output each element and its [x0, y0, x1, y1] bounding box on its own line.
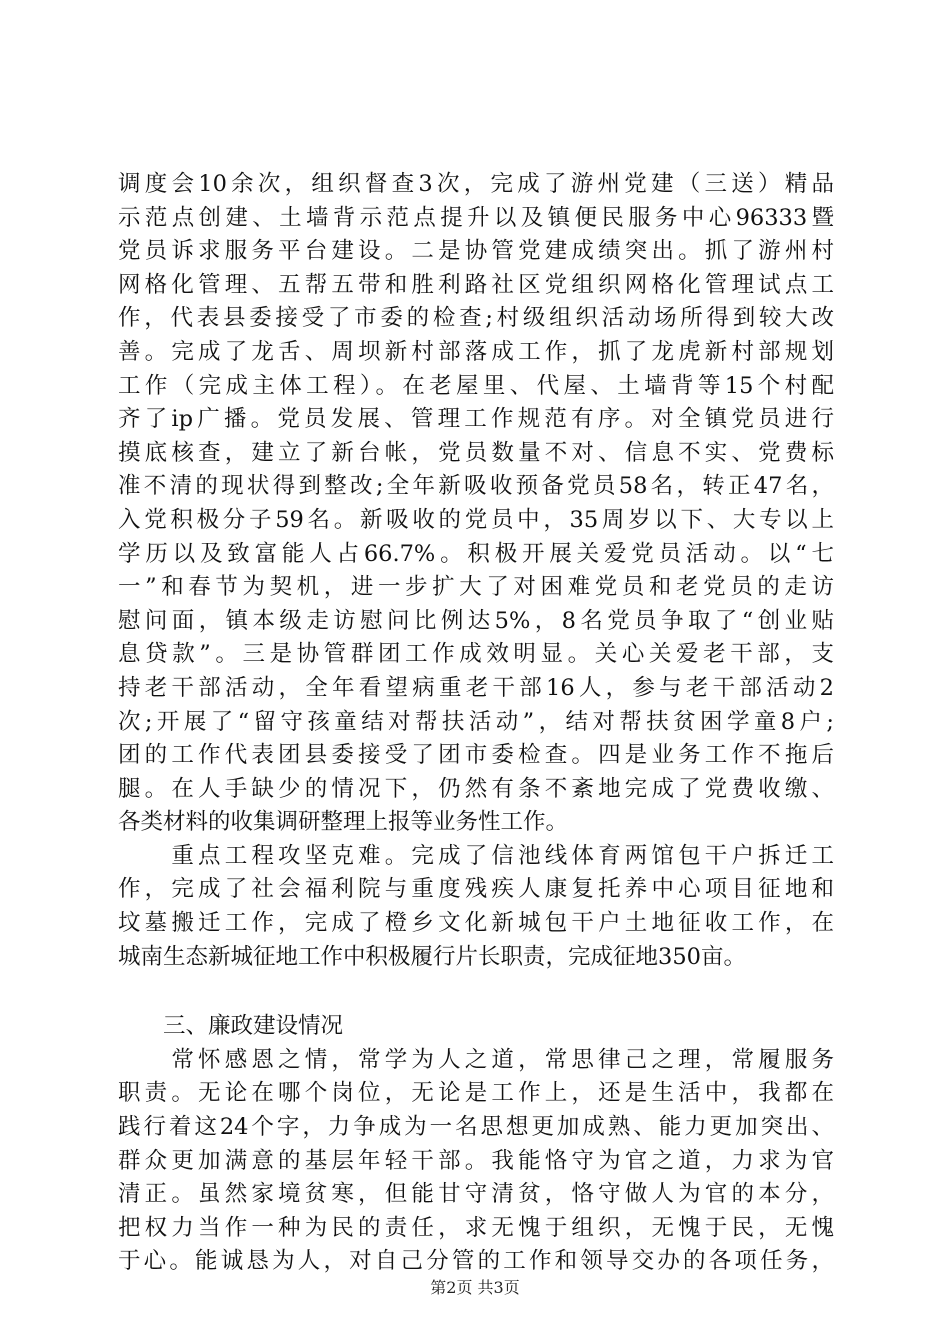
text-line: 于心。能诚恳为人，对自己分管的工作和领导交办的各项任务， — [118, 1248, 834, 1275]
text-line: 职责。无论在哪个岗位，无论是工作上，还是生活中，我都在 — [118, 1080, 834, 1107]
text-line: 次;开展了“留守孩童结对帮扶活动”，结对帮扶贫困学童8户; — [118, 708, 834, 735]
text-line: 准不清的现状得到整改;全年新吸收预备党员58名，转正47名， — [118, 473, 834, 500]
section-heading: 三、廉政建设情况 — [118, 1013, 344, 1040]
page-footer: 第2页 共3页 — [430, 1278, 520, 1297]
text-line: 摸底核查，建立了新台帐，党员数量不对、信息不实、党费标 — [118, 439, 834, 466]
text-line: 入党积极分子59名。新吸收的党员中，35周岁以下、大专以上 — [118, 506, 834, 533]
text-line: 党员诉求服务平台建设。二是协管党建成绩突出。抓了游州村 — [118, 238, 834, 265]
text-line: 作，完成了社会福利院与重度残疾人康复托养中心项目征地和 — [118, 876, 834, 903]
text-line: 城南生态新城征地工作中积极履行片长职责，完成征地350亩。 — [118, 943, 746, 970]
text-line: 群众更加满意的基层年轻干部。我能恪守为官之道，力求为官 — [118, 1147, 834, 1174]
text-line: 腿。在人手缺少的情况下，仍然有条不紊地完成了党费收缴、 — [118, 775, 834, 802]
text-line: 示范点创建、土墙背示范点提升以及镇便民服务中心96333暨 — [118, 204, 834, 231]
text-line: 团的工作代表团县委接受了团市委检查。四是业务工作不拖后 — [118, 742, 834, 769]
text-line: 各类材料的收集调研整理上报等业务性工作。 — [118, 809, 569, 836]
text-line: 把权力当作一种为民的责任，求无愧于组织，无愧于民，无愧 — [118, 1214, 834, 1241]
paragraph-gap — [118, 974, 834, 1010]
text-line: 调度会10余次，组织督查3次，完成了游州党建（三送）精品 — [118, 171, 834, 197]
text-line: 持老干部活动，全年看望病重老干部16人，参与老干部活动2 — [118, 674, 834, 701]
text-line: 作，代表县委接受了市委的检查;村级组织活动场所得到较大改 — [118, 305, 834, 332]
text-line: 坟墓搬迁工作，完成了橙乡文化新城包干户土地征收工作，在 — [118, 910, 834, 937]
text-line: 清正。虽然家境贫寒，但能甘守清贫，恪守做人为官的本分， — [118, 1181, 834, 1208]
document-body — [118, 168, 834, 1279]
text-line: 齐了ip广播。党员发展、管理工作规范有序。对全镇党员进行 — [118, 406, 834, 433]
text-line: 慰问面，镇本级走访慰问比例达5%，8名党员争取了“创业贴 — [118, 607, 834, 634]
text-line: 善。完成了龙舌、周坝新村部落成工作，抓了龙虎新村部规划 — [118, 338, 834, 365]
text-line: 学历以及致富能人占66.7%。积极开展关爱党员活动。以“七 — [118, 540, 834, 567]
text-line: 常怀感恩之情，常学为人之道，常思律己之理，常履服务 — [118, 1046, 834, 1073]
text-line: 一”和春节为契机，进一步扩大了对困难党员和老党员的走访 — [118, 574, 834, 601]
text-line: 践行着这24个字，力争成为一名思想更加成熟、能力更加突出、 — [118, 1114, 834, 1141]
text-line: 息贷款”。三是协管群团工作成效明显。关心关爱老干部，支 — [118, 641, 834, 668]
text-line: 重点工程攻坚克难。完成了信池线体育两馆包干户拆迁工 — [118, 842, 834, 869]
text-line: 网格化管理、五帮五带和胜利路社区党组织网格化管理试点工 — [118, 271, 834, 298]
text-line: 工作（完成主体工程）。在老屋里、代屋、土墙背等15个村配 — [118, 372, 834, 399]
